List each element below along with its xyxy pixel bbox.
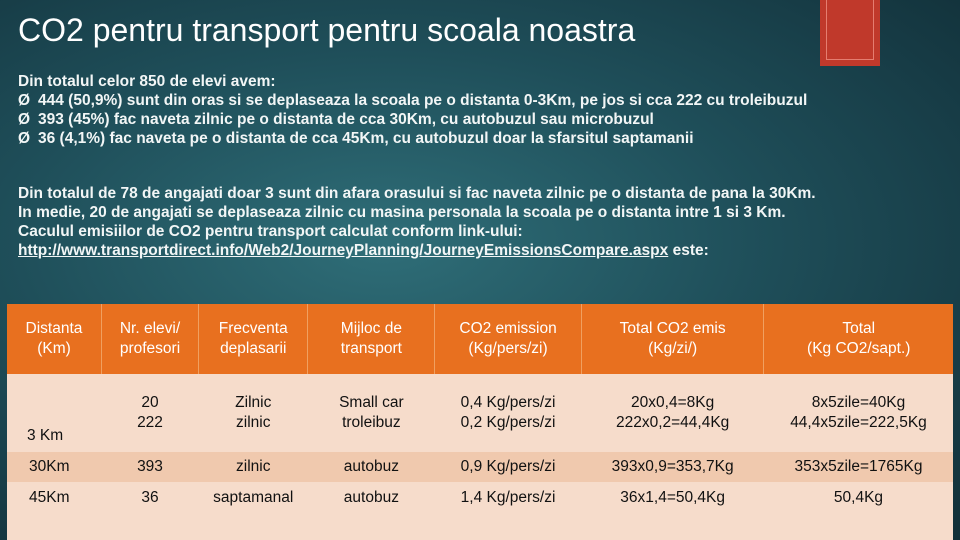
table-cell	[7, 452, 101, 482]
cell-text: 393x0,9=353,7Kg	[611, 458, 734, 475]
table-cell	[764, 374, 953, 452]
cell-text: 36	[141, 489, 159, 506]
header-text: Frecventa	[218, 320, 288, 337]
table-cell	[435, 452, 582, 482]
table-body	[7, 374, 953, 540]
header-text: (Kg/pers/zi)	[468, 340, 548, 357]
column-header	[435, 304, 582, 374]
page-title: CO2 pentru transport pentru scoala noastra	[18, 12, 636, 48]
cell-text: Small car	[339, 394, 404, 411]
employees-line-2: In medie, 20 de angajati se deplaseaza zilnic cu masina personala la scoala pe o distanta intre 1 si 3 Km.	[18, 204, 786, 221]
cell-text: zilnic	[236, 458, 271, 475]
bullet-text: 444 (50,9%) sunt din oras si se deplaseaza la scoala pe o distanta 0-3Km, pe jos si cca 222 cu troleibuzul	[38, 92, 808, 109]
table-cell	[764, 482, 953, 540]
cell-text: 0,9 Kg/pers/zi	[460, 458, 556, 475]
cell-text: Zilnic	[235, 394, 272, 411]
table-cell	[435, 482, 582, 540]
bullet-item	[18, 110, 948, 129]
table-row	[7, 452, 953, 482]
accent-bar	[820, 0, 880, 66]
column-header	[308, 304, 435, 374]
table-cell	[581, 482, 764, 540]
table-cell	[7, 374, 101, 452]
table-row	[7, 482, 953, 540]
cell-text: 45Km	[29, 489, 70, 506]
header-text: Total	[842, 320, 876, 337]
cell-text: 30Km	[29, 458, 70, 475]
column-header	[7, 304, 101, 374]
header-text: deplasarii	[220, 340, 287, 357]
employees-line-1: Din totalul de 78 de angajati doar 3 sunt din afara orasului si fac naveta zilnic pe o distanta de pana la 30Km.	[18, 185, 816, 202]
bullet-item	[18, 129, 948, 148]
students-section	[18, 72, 948, 148]
table-header-row	[7, 304, 953, 374]
table-cell	[101, 482, 198, 540]
students-intro: Din totalul celor 850 de elevi avem:	[18, 73, 276, 90]
table-cell	[101, 452, 198, 482]
header-text: Distanta	[25, 320, 83, 337]
header-text: CO2 emission	[459, 320, 557, 337]
header-text: Total CO2 emis	[619, 320, 726, 337]
cell-text: 36x1,4=50,4Kg	[620, 489, 725, 506]
column-header	[101, 304, 198, 374]
column-header	[199, 304, 308, 374]
link-suffix: este:	[668, 242, 709, 259]
table-cell	[199, 374, 308, 452]
cell-text: 393	[137, 458, 163, 475]
bullet-text: 393 (45%) fac naveta zilnic pe o distanta de cca 30Km, cu autobuzul sau microbuzul	[38, 111, 654, 128]
cell-text: saptamanal	[213, 489, 294, 506]
bullet-item	[18, 91, 948, 110]
cell-text: 0,2 Kg/pers/zi	[460, 414, 556, 431]
cell-text: 20x0,4=8Kg	[631, 394, 715, 411]
bullet-arrow-icon: Ø	[18, 130, 31, 147]
cell-text: autobuz	[343, 458, 399, 475]
table-row	[7, 374, 953, 452]
table-cell	[199, 452, 308, 482]
cell-text: 222x0,2=44,4Kg	[615, 414, 730, 431]
employees-section	[18, 184, 948, 260]
table-cell	[7, 482, 101, 540]
cell-text: 20	[141, 394, 159, 411]
employees-line-3: Caculul emisiilor de CO2 pentru transport calculat conform link-ului:	[18, 223, 523, 240]
table-cell	[199, 482, 308, 540]
cell-text: 1,4 Kg/pers/zi	[460, 489, 556, 506]
cell-text: 3 Km	[27, 427, 64, 444]
cell-text: 353x5zile=1765Kg	[794, 458, 923, 475]
cell-text: zilnic	[236, 414, 271, 431]
table-cell	[581, 374, 764, 452]
header-text: (Km)	[37, 340, 71, 357]
bullet-text: 36 (4,1%) fac naveta pe o distanta de cca 45Km, cu autobuzul doar la sfarsitul saptamanii	[38, 130, 694, 147]
bullet-arrow-icon: Ø	[18, 92, 31, 109]
cell-text: troleibuz	[342, 414, 401, 431]
table-cell	[101, 374, 198, 452]
column-header	[764, 304, 953, 374]
header-text: Nr. elevi/	[119, 320, 181, 337]
header-text: transport	[340, 340, 402, 357]
table-cell	[308, 482, 435, 540]
table-cell	[435, 374, 582, 452]
table-cell	[308, 374, 435, 452]
cell-text: autobuz	[343, 489, 399, 506]
table-cell	[764, 452, 953, 482]
column-header	[581, 304, 764, 374]
header-text: (Kg/zi/)	[648, 340, 698, 357]
cell-text: 8x5zile=40Kg	[811, 394, 906, 411]
emissions-table	[7, 304, 953, 540]
table-cell	[581, 452, 764, 482]
cell-text: 222	[137, 414, 163, 431]
header-text: profesori	[119, 340, 181, 357]
cell-text: 50,4Kg	[833, 489, 884, 506]
table-cell	[308, 452, 435, 482]
link-line	[18, 241, 948, 260]
cell-text: 44,4x5zile=222,5Kg	[790, 414, 927, 431]
header-text: Mijloc de	[340, 320, 402, 337]
emissions-link[interactable]: http://www.transportdirect.info/Web2/JourneyPlanning/JourneyEmissionsCompare.aspx	[18, 242, 669, 259]
cell-text: 0,4 Kg/pers/zi	[460, 394, 556, 411]
bullet-arrow-icon: Ø	[18, 111, 31, 128]
header-text: (Kg CO2/sapt.)	[807, 340, 911, 357]
